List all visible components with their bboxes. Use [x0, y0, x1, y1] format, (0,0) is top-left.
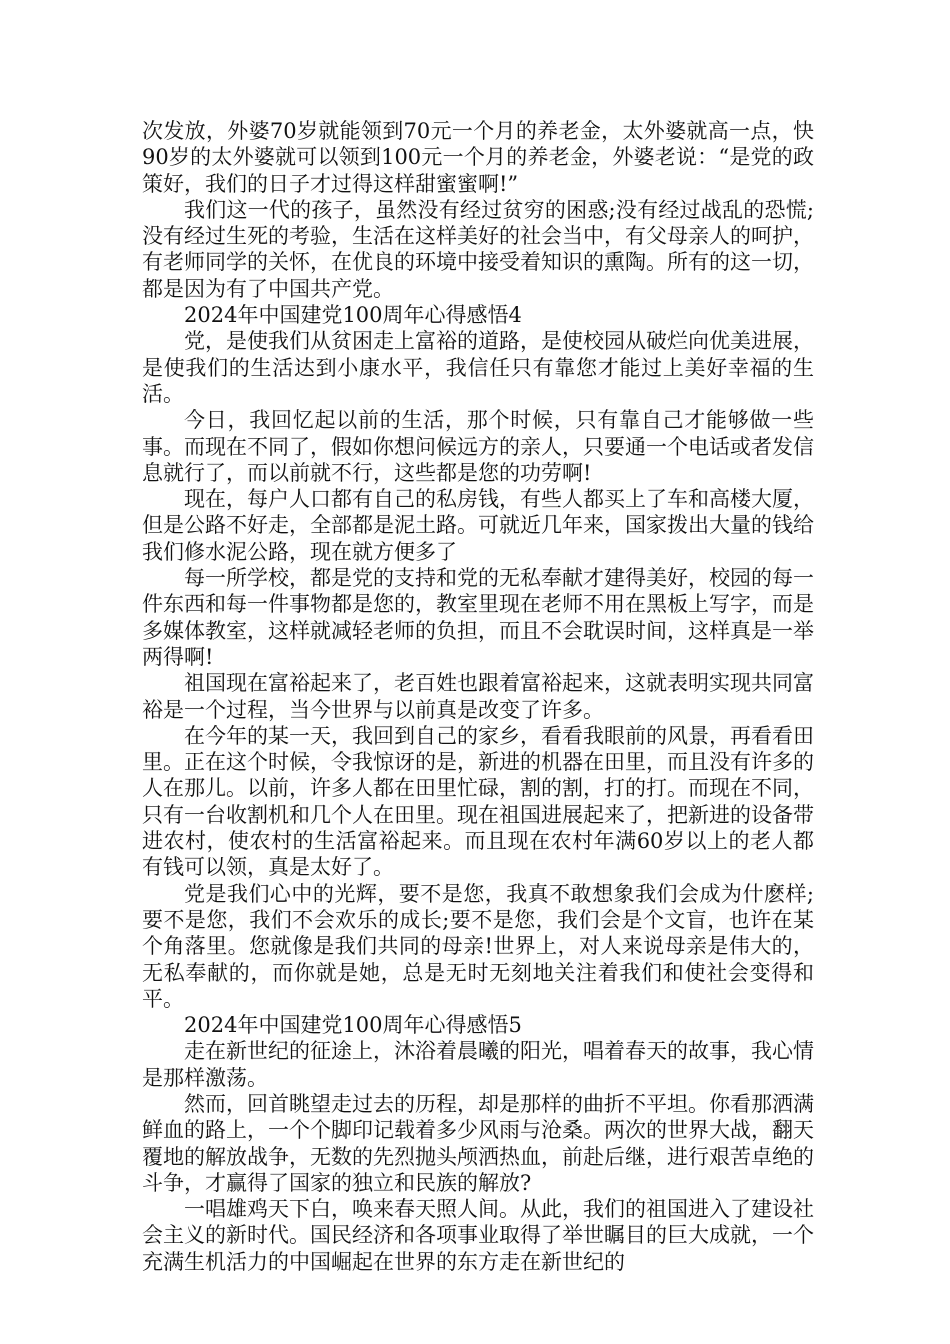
paragraph: 一唱雄鸡天下白，唤来春天照人间。从此，我们的祖国进入了建设社会主义的新时代。国民经济和各项事业取得了举世瞩目的巨大成就，一个充满生机活力的中国崛起在世界的东方走在新世纪的: [142, 1197, 814, 1274]
document-body: [142, 118, 814, 1275]
paragraph: 我们这一代的孩子，虽然没有经过贫穷的困惑;没有经过战乱的恐慌;没有经过生死的考验，生活在这样美好的社会当中，有父母亲人的呵护，有老师同学的关怀，在优良的环境中接受着知识的熏陶。所有的这一切，都是因为有了中国共产党。: [142, 197, 814, 301]
paragraph: 在今年的某一天，我回到自己的家乡，看看我眼前的风景，再看看田里。正在这个时候，令我惊讶的是，新进的机器在田里，而且没有许多的人在那儿。以前，许多人都在田里忙碌，割的割，打的打。而现在不同，只有一台收割机和几个人在田里。现在祖国进展起来了，把新进的设备带进农村，使农村的生活富裕起来。而且现在农村年满60岁以上的老人都有钱可以领，真是太好了。: [142, 723, 814, 880]
paragraph: 走在新世纪的征途上，沐浴着晨曦的阳光，唱着春天的故事，我心情是那样激荡。: [142, 1039, 814, 1090]
paragraph: 每一所学校，都是党的支持和党的无私奉献才建得美好，校园的每一件东西和每一件事物都是您的，教室里现在老师不用在黑板上写字，而是多媒体教室，这样就减轻老师的负担，而且不会耽误时间，这样真是一举两得啊!: [142, 566, 814, 669]
section-heading: 2024年中国建党100周年心得感悟5: [184, 1013, 522, 1038]
paragraph: 现在，每户人口都有自己的私房钱，有些人都买上了车和高楼大厦，但是公路不好走，全部都是泥土路。可就近几年来，国家拨出大量的钱给我们修水泥公路，现在就方便多了: [142, 487, 814, 564]
paragraph: 次发放，外婆70岁就能领到70元一个月的养老金，太外婆就高一点，快90岁的太外婆就可以领到100元一个月的养老金，外婆老说：“是党的政策好，我们的日子才过得这样甜蜜蜜啊!”: [142, 119, 814, 196]
paragraph: 然而，回首眺望走过去的历程，却是那样的曲折不平坦。你看那洒满鲜血的路上，一个个脚印记载着多少风雨与沧桑。两次的世界大战，翻天覆地的解放战争，无数的先烈抛头颅洒热血，前赴后继，进行艰苦卓绝的斗争，才赢得了国家的独立和民族的解放?: [142, 1091, 814, 1195]
section-heading: 2024年中国建党100周年心得感悟4: [184, 303, 522, 328]
paragraph: 党是我们心中的光辉，要不是您，我真不敢想象我们会成为什麽样;要不是您，我们不会欢乐的成长;要不是您，我们会是个文盲，也许在某个角落里。您就像是我们共同的母亲!世界上，对人来说母亲是伟大的，无私奉献的，而你就是她，总是无时无刻地关注着我们和使社会变得和平。: [142, 881, 814, 1011]
paragraph: 党，是使我们从贫困走上富裕的道路，是使校园从破烂向优美进展，是使我们的生活达到小康水平，我信任只有靠您才能过上美好幸福的生活。: [142, 329, 814, 406]
paragraph: 今日，我回忆起以前的生活，那个时候，只有靠自己才能够做一些事。而现在不同了，假如你想问候远方的亲人，只要通一个电话或者发信息就行了，而以前就不行，这些都是您的功劳啊!: [142, 408, 814, 485]
paragraph: 祖国现在富裕起来了，老百姓也跟着富裕起来，这就表明实现共同富裕是一个过程，当今世界与以前真是改变了许多。: [142, 671, 814, 722]
